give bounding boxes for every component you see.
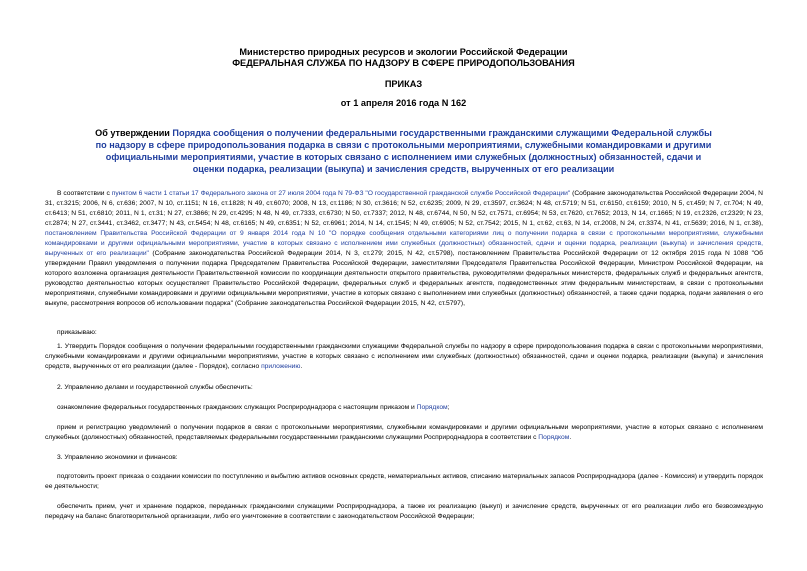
item-2-familiarize: ознакомление федеральных государственных гражданских служащих Росприроднадзора с настоящим приказом и Порядком; bbox=[57, 404, 450, 411]
item-3-provide: обеспечить прием, учет и хранение подарков, переданных гражданскими служащими Росприроднадзора, а также их реализацию (выкуп) и зачисление средств, вырученных от его реализации либо его безвозмездную передачу на баланс благотворительной организации, либо его уничтожение в соответствии с законодательством Российской Федерации; bbox=[45, 503, 763, 520]
order-label: ПРИКАЗ bbox=[384, 79, 423, 89]
ordering-word: приказываю: bbox=[57, 329, 97, 336]
law-link[interactable]: пунктом 6 части 1 статьи 17 Федерального закона от 27 июля 2004 года N 79-ФЗ "О государственной гражданской службе Российской Федерации" bbox=[111, 190, 571, 197]
document-title bbox=[90, 127, 717, 175]
resolution-link-1[interactable]: постановлением Правительства Российской Федерации от 9 января 2014 года N 10 "О порядке сообщения отдельными категориями лиц о получении подарка в связи с протокольными мероприятиями, служебными командировками и другими официальными мероприятиями, участие в которых связано с исполнением ими служебных (должностных) обязанностей, сдачи и оценки подарка, реализации (выкупа) и зачисления средств, вырученных от его реализации" bbox=[45, 230, 763, 257]
appendix-link[interactable]: приложению bbox=[261, 363, 301, 370]
title-prefix: Об утверждении bbox=[95, 128, 173, 138]
preamble-paragraph: В соответствии с пунктом 6 части 1 статьи 17 Федерального закона от 27 июля 2004 года N 79-ФЗ "О государственной гражданской службе Российской Федерации" (Собрание законодательства Российской Федерации 2004, N 31, ст.3215; 2006, N 6, ст.636; 2007, N 10, ст.1151; N 16, ст.1828; N 49, ст.6070; 2008, N 13, ст.1186; N 30, ст.3616; N 52, ст.6235; 2009, N 29, ст.3597, ст.3624; N 48, ст.5719; N 51, ст.6150, ст.6159; 2010, N 5, ст.459; N 7, ст.704; N 49, ст.6413; N 51, ст.6810; 2011, N 1, ст.31; N 27, ст.3866; N 29, ст.4295; N 48, N 49, ст.7333, ст.6730; N 50, ст.7337; 2012, N 48, ст.6744, N 50, N 52, ст.7571, ст.6954; N 53, ст.7620, ст.7652; 2013, N 14, ст.1665; N 19, ст.2326, ст.2329; N 23, ст.2874; N 27, ст.3441, ст.3462, ст.3477; N 43, ст.5454; N 48, ст.6165; N 49, ст.6351; N 52, ст.6961; 2014, N 14, ст.1545; N 49, ст.6905; N 52, ст.7542; 2015, N 1, ст.62, ст.63, N 14, ст.2008, N 24, ст.3374, N 41, ст.5639; 2016, N 1, ст.38), постановлением Правительства Российской Федерации от 9 января 2014 года N 10 "О порядке сообщения отдельными категориями лиц о получении подарка в связи с протокольными мероприятиями, служебными командировками и другими официальными мероприятиями, участие в которых связано с исполнением ими служебных (должностных) обязанностей, сдачи и оценки подарка, реализации (выкупа) и зачисления средств, вырученных от его реализации" (Собрание законодательства Российской Федерации 2014, N 3, ст.279; 2015, N 42, ст.5798), постановлением Правительства Российской Федерации от 12 октября 2015 года N 1088 "Об утверждении Правил уведомления о получении подарка Председателем Правительства Российской Федерации, заместителями Председателя Правительства Российской Федерации, Министром Российской Федерации, на которого возложена организация деятельности Правительственной комиссии по координации деятельности открытого правительства, руководителями федеральных министерств, федеральных служб и федеральных агентств, руководство деятельностью которых осуществляет Правительство Российской Федерации, федеральных служб и федеральных агентств, подведомственных этим федеральным министерствам, в связи с протокольными мероприятиями, служебными командировками и другими официальными мероприятиями, участие в которых связано с выполнением ими служебных (должностных) обязанностей, а также сдачи подарка, подачи заявления о его выкупе, рассмотрения вопросов об использовании подарка" (Собрание законодательства Российской Федерации 2015, N 42, ст.5797), bbox=[45, 190, 763, 307]
service-name: ФЕДЕРАЛЬНАЯ СЛУЖБА ПО НАДЗОРУ В СФЕРЕ ПРИРОДОПОЛЬЗОВАНИЯ bbox=[232, 58, 575, 68]
item-1-paragraph: 1. Утвердить Порядок сообщения о получении федеральными государственными гражданскими служащими Федеральной службы по надзору в сфере природопользования подарка в связи с протокольными мероприятиями, служебными командировками и другими официальными мероприятиями, участие в которых связано с исполнением ими служебных (должностных) обязанностей, сдачи и оценки подарка, реализации (выкупа) и зачисления средств, вырученных от его реализации (далее - Порядок), согласно приложению. bbox=[45, 343, 763, 370]
procedure-link-2[interactable]: Порядком bbox=[538, 434, 570, 441]
ministry-name: Министерство природных ресурсов и экологии Российской Федерации bbox=[239, 47, 568, 57]
title-link[interactable]: Порядка сообщения о получении федеральными государственными гражданскими служащими Федеральной службы по надзору в сфере природопользования подарка в связи с протокольными мероприятиями, служебными командировками и другими официальными мероприятиями, участие в которых связано с исполнением ими служебных (должностных) обязанностей, сдачи и оценки подарка, реализации (выкупа) и зачисления средств, вырученных от его реализации bbox=[95, 128, 712, 174]
item-2-paragraph: 2. Управлению делами и государственной службы обеспечить: bbox=[57, 384, 253, 391]
item-3-prepare: подготовить проект приказа о создании комиссии по поступлению и выбытию активов основных средств, нематериальных активов, списанию материальных запасов Росприроднадзора (далее - Комиссия) и утвердить порядок ее деятельности; bbox=[45, 473, 763, 490]
procedure-link-1[interactable]: Порядком bbox=[416, 404, 448, 411]
item-2-registration: прием и регистрацию уведомлений о получении подарков в связи с протокольными мероприятиями, служебными командировками и другими официальными мероприятиями, участие в которых связано с исполнением служебных (должностных) обязанностей, представляемых федеральными государственными гражданскими служащими Росприроднадзора в соответствии с Порядком. bbox=[45, 424, 763, 441]
item-3-paragraph: 3. Управлению экономики и финансов: bbox=[57, 454, 178, 461]
order-date: от 1 апреля 2016 года N 162 bbox=[340, 98, 467, 108]
